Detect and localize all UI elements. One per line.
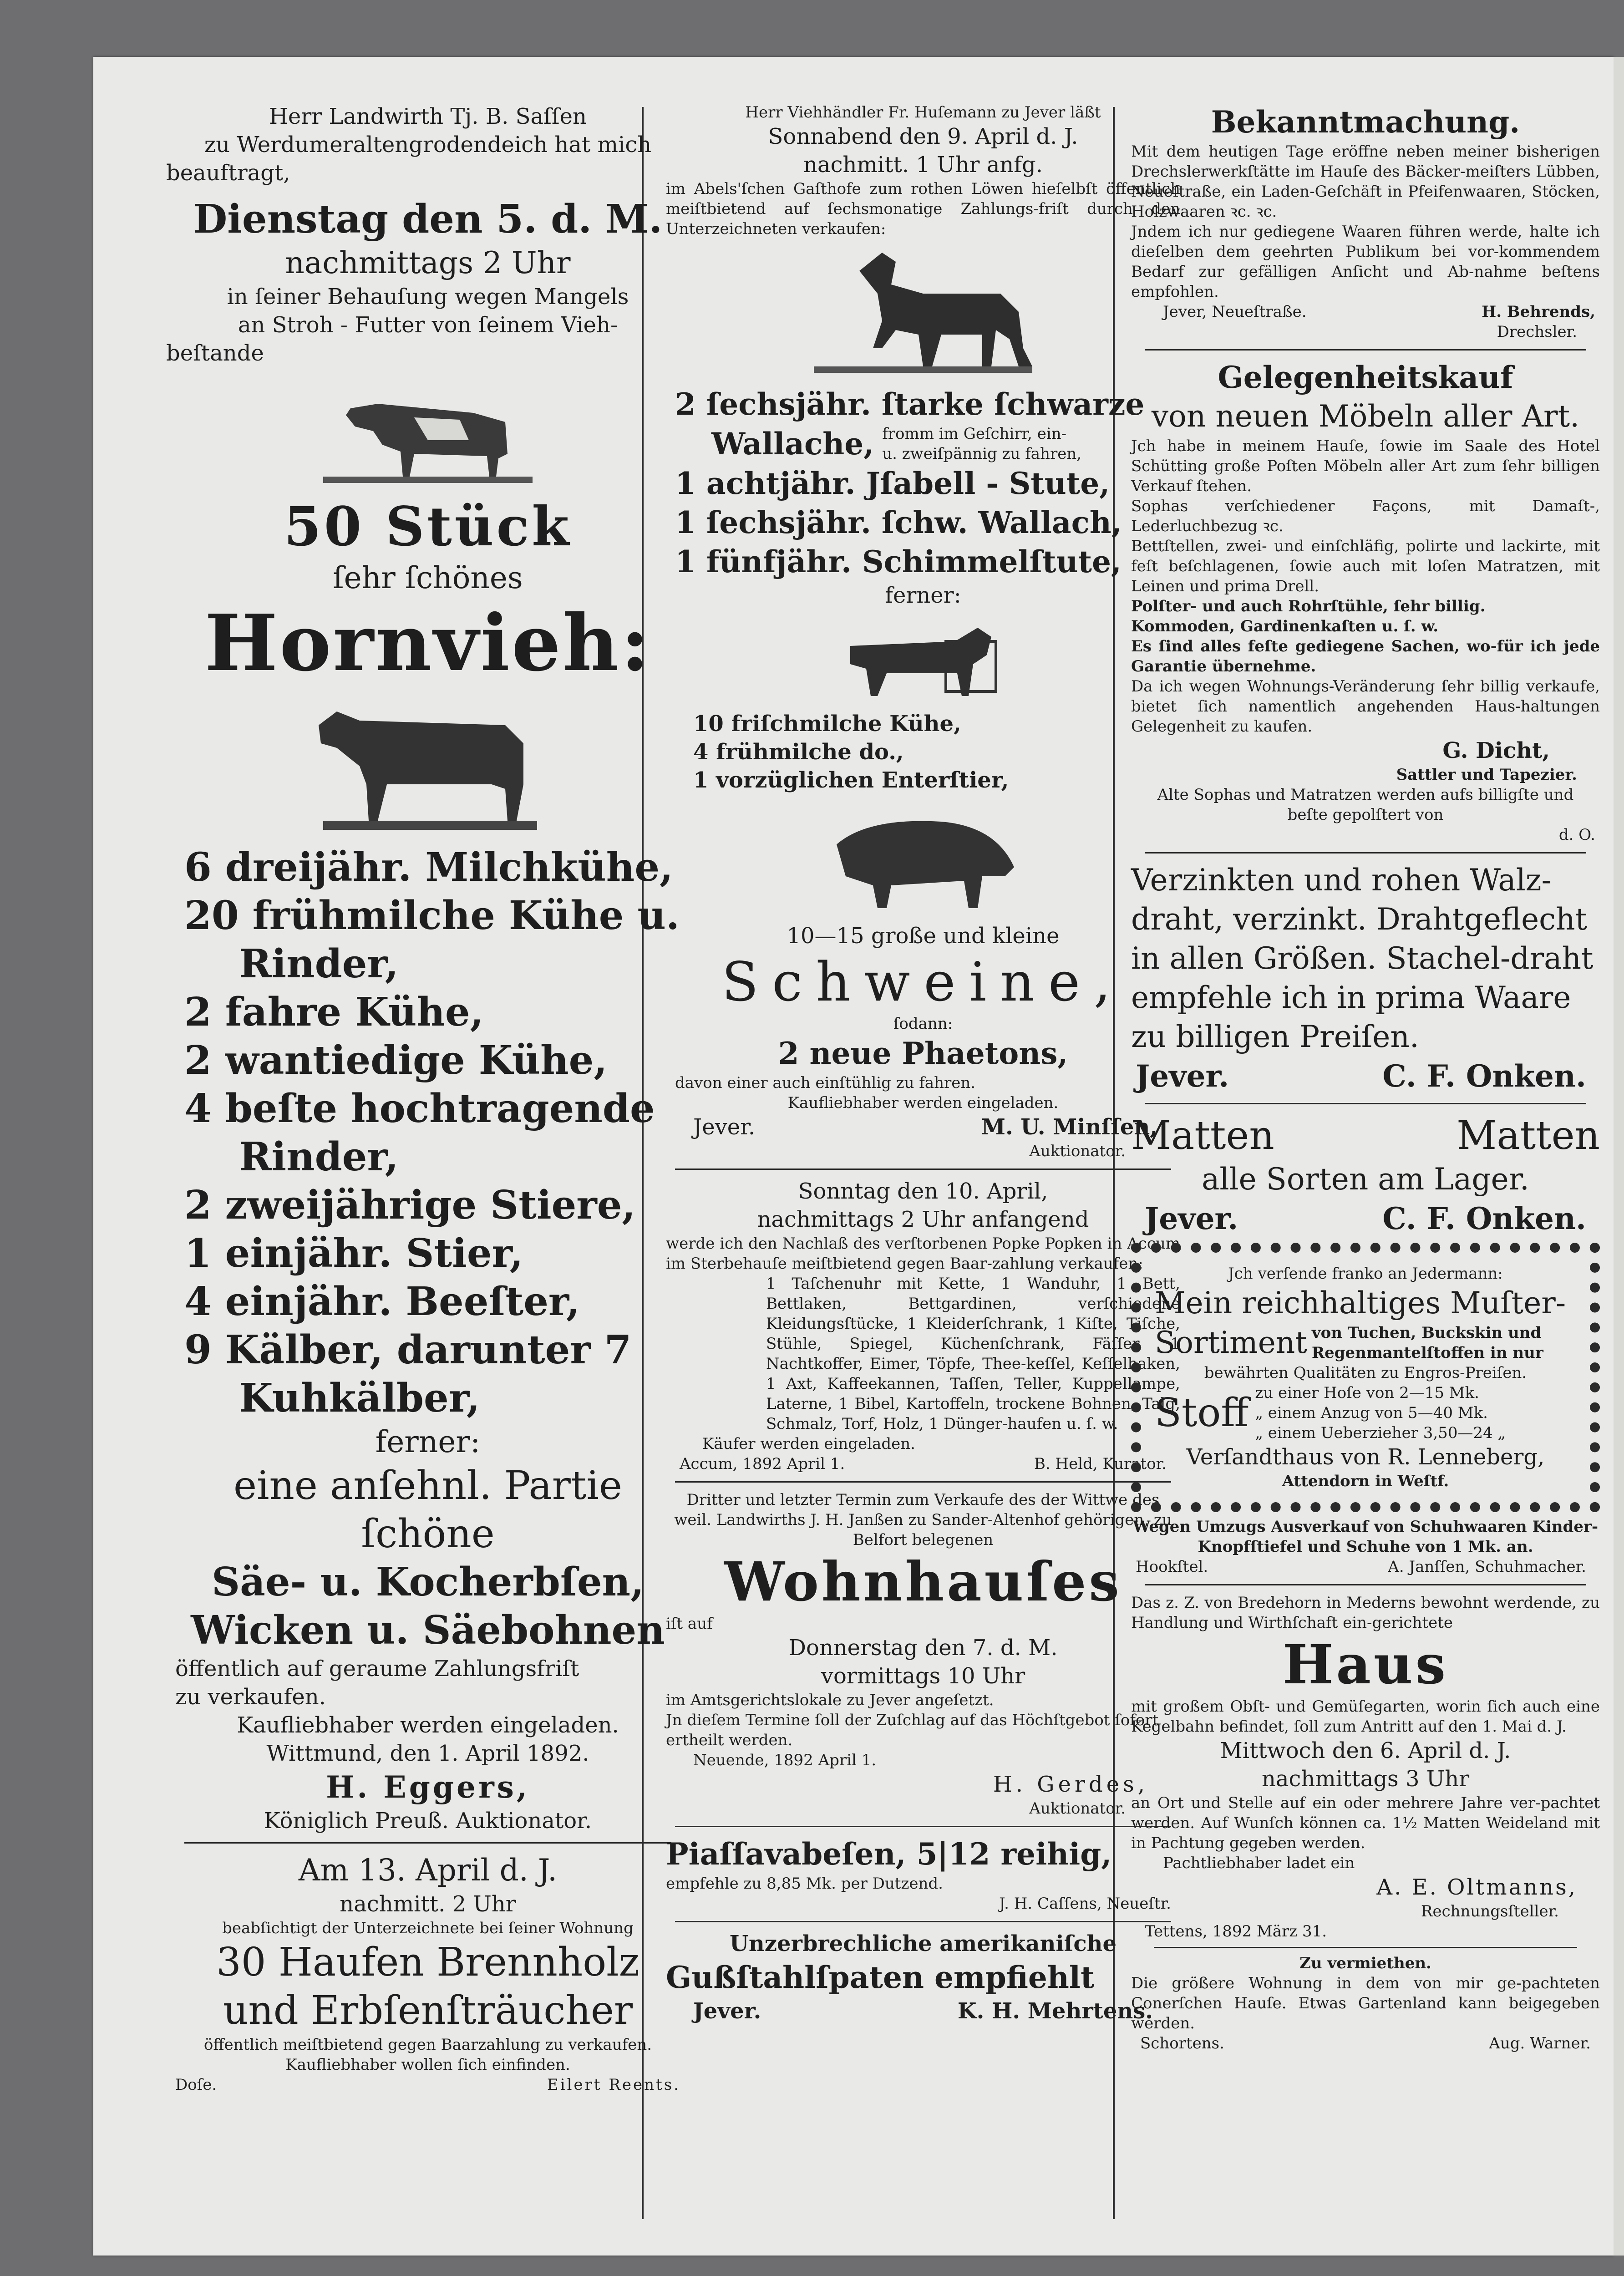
extra-item: eine anſehnl. Partie ſchöne [233,1463,622,1557]
ad-text: empfehle zu 8,85 Mk. per Dutzend. [666,1875,943,1893]
ad-text: Jndem ich nur gediegene Waaren führen werde, halte ich dieſelben dem geehrten Publikum bei vor-kommendem Bedarf zur gefälligen Anſicht und Ab-nahme beſtens empfohlen. [1131,223,1600,301]
price-line: „ einem Anzug von 5—40 Mk. [1255,1404,1488,1422]
column-1 [166,102,690,2233]
pig-prefix: 10—15 große und kleine [787,923,1060,949]
ad-divider [675,1481,1171,1483]
cattle-item: 4 beſte hochtragende [184,1086,655,1132]
ad-text-line: an Stroh - Futter von ſeinem Vieh- [238,312,618,338]
seller-name: Aug. Warner. [1489,2034,1591,2052]
house-headline: Wohnhauſes [724,1550,1122,1613]
ad-headline: Matten [1457,1113,1600,1158]
ad-text: Die größere Wohnung in dem von mir ge-pachteten Conerſchen Hauſe. Etwas Gartenland kann beigegeben werden. [1131,1974,1600,2032]
place-date: Accum, 1892 April 1. [680,1455,845,1473]
pig-illustration-icon [823,799,1023,917]
place: Doſe. [175,2076,217,2094]
seller-name: C. F. Onken. [1382,1201,1586,1236]
auction-time: nachmitt. 2 Uhr [340,1891,516,1917]
newspaper-page [93,57,1614,2256]
cattle-item: 20 frühmilche Kühe u. [184,893,680,939]
place: Jever. [1136,1058,1229,1094]
extra-item: Wicken u. Säebohnen [191,1607,665,1653]
auction-time: vormittags 10 Uhr [821,1663,1025,1689]
ad-text: mit großem Obſt- und Gemüſegarten, worin ſich auch eine Kegelbahn befindet, ſoll zum Antritt auf den 1. Mai d. J. [1131,1697,1600,1736]
seller-name: C. F. Onken. [1382,1058,1586,1094]
horse-note: u. zweiſpännig zu fahren, [882,445,1082,463]
auctioneer-title: Auktionator. [1029,1799,1126,1818]
column-2 [657,102,1189,2233]
ad-text: Jch habe in meinem Hauſe, ſowie im Saale des Hotel Schütting große Poſten Möbeln aller Art zum ſehr billigen Verkauf ſtehen. [1131,437,1600,495]
ad-intro: Herr Viehhändler Fr. Huſemann zu Jever läßt [745,103,1101,122]
ad-divider [675,1921,1171,1922]
horse-illustration-icon [805,244,1041,380]
auctioneer-name: H. Gerdes, [993,1772,1148,1797]
auction-date: Am 13. April d. J. [298,1853,558,1888]
ad-divider [1145,1103,1586,1104]
seller-name: J. H. Caſſens, Neueſtr. [999,1895,1171,1913]
place-date: Neuende, 1892 April 1. [693,1751,877,1769]
ad-divider [1145,349,1586,351]
ad-headline: Sortiment [1155,1325,1307,1360]
seller-name: K. H. Mehrtens. [957,1998,1153,2024]
ad-text: von Tuchen, Buckskin und Regenmantelſtoffen in nur [1311,1324,1543,1362]
ad-headline: Matten [1131,1113,1274,1158]
ad-headline: Haus [1282,1633,1449,1696]
ad-text: im Amtsgerichtslokale zu Jever angeſetzt. [666,1691,994,1709]
cow-illustration-icon [310,693,546,839]
ad-text: Jn dieſem Termine ſoll der Zuſchlag auf das Höchſtgebot ſofort ertheilt werden. [666,1711,1159,1749]
cattle-headline: Hornvieh: [204,598,651,689]
place: Jever, Neueſtraße. [1163,303,1307,321]
house-auction-ad [657,1490,1189,1819]
house-lease-ad [1127,1593,1604,1941]
horse-item: 1 ſechsjähr. ſchw. Wallach, [675,505,1122,540]
cow-item: 1 vorzüglichen Enterſtier, [693,767,1009,793]
seller-title: Drechsler. [1497,323,1577,341]
cattle-auction-ad [166,102,690,1835]
ad-text: alle Sorten am Lager. [1202,1162,1529,1197]
seller-name: A. Janſſen, Schuhmacher. [1388,1558,1586,1576]
terms-line: zu verkaufen. [175,1684,326,1710]
auctioneer-name: H. Eggers, [326,1769,530,1805]
curator-name: B. Held, Kurator. [1034,1455,1167,1473]
cattle-item: 1 einjähr. Stier, [184,1230,523,1276]
wire-ad [1127,861,1604,1096]
bull-illustration-icon [841,614,1005,705]
auction-date: Sonntag den 10. April, [798,1179,1048,1204]
ad-headline: Mein reichhaltiges Muſter- [1155,1285,1566,1321]
announcement-ad [1127,102,1604,342]
horse-item: Wallache, [711,426,874,462]
auction-time: nachmittags 2 Uhr anfangend [757,1207,1089,1232]
ad-text: iſt auf [666,1615,713,1633]
invite-line: Käufer werden eingeladen. [702,1435,915,1453]
place-date: Wittmund, den 1. April 1892. [266,1741,589,1766]
ad-headline: Stoff [1155,1390,1249,1436]
seller-name: Verſandthaus von R. Lenneberg, [1186,1444,1545,1470]
cattle-count: 50 Stück [284,495,572,558]
ad-headline: Gelegenheitskauf [1218,360,1513,395]
place: Jever. [693,1114,756,1140]
auction-date: Donnerstag den 7. d. M. [788,1635,1058,1661]
auctioneer-title: Königlich Preuß. Auktionator. [264,1808,592,1834]
estate-auction-ad [657,1177,1189,1474]
ad-divider [675,1826,1171,1827]
seller-title: Rechnungsſteller. [1421,1902,1559,1920]
cattle-item: 2 zweijährige Stiere, [184,1182,636,1228]
cow-item: 4 frühmilche do., [693,739,904,765]
ad-text: beabſichtigt der Unterzeichnete bei ſeiner Wohnung [222,1919,634,1937]
spade-ad [657,1930,1189,2025]
ad-headline: Piaſſavabeſen, 5|12 reihig, [666,1836,1112,1872]
ad-divider [675,1168,1171,1170]
auction-date: Dienstag den 5. d. M. [193,196,663,242]
seller-title: Sattler und Tapezier. [1396,766,1577,784]
ad-headline: Zu vermiethen. [1299,1954,1431,1972]
ad-headline: von neuen Möbeln aller Art. [1151,399,1580,434]
ad-items: 1 Taſchenuhr mit Kette, 1 Wanduhr, 1 Bett, Bettlaken, Bettgardinen, verſchiedene Kleidungsſtücke, 1 Kleiderſchrank, 1 Kiſte, Tiſche, Stühle, Spiegel, Küchenſchrank, Fäſſer, 1 Nachtkoffer, Eimer, Töpfe, Thee-keſſel, Keſſelhaken, 1 Axt, Kaffeekannen, Taſſen, Teller, Kuppellampe, Laterne, 1 Bibel, Kartoffeln, trockene Bohnen, Talg, Schmalz, Torf, Holz, 1 Dünger-haufen u. ſ. w. [766,1275,1180,1433]
cattle-item: 2 wantiedige Kühe, [184,1037,608,1083]
ad-headline: Unzerbrechliche amerikaniſche [730,1931,1116,1956]
auction-time: nachmittags 3 Uhr [1261,1766,1470,1792]
price-line: „ einem Ueberzieher 3,50—24 „ [1255,1424,1506,1442]
auction-date: Sonnabend den 9. April d. J. [768,124,1078,149]
place: Schortens. [1140,2034,1224,2052]
seller-name: H. Behrends, [1482,303,1595,321]
rental-ad [1127,1953,1604,2053]
ad-text: Da ich wegen Wohnungs-Veränderung ſehr billig verkaufe, bietet ſich namentlich angehenden Haus-haltungen Gelegenheit zu kaufen. [1131,677,1600,736]
ad-text-line: in ſeiner Behauſung wegen Mangels [227,284,629,310]
cattle-sub: ſehr ſchönes [333,560,523,595]
invite-line: Kaufliebhaber werden eingeladen. [237,1712,619,1738]
ad-text: Alte Sophas und Matratzen werden aufs billigſte und beſte gepolſtert von [1157,786,1574,824]
mats-ad [1127,1112,1604,1238]
ad-divider [1154,1947,1577,1948]
seller-name: A. E. Oltmanns, [1376,1875,1577,1900]
invite-line: Kaufliebhaber werden eingeladen. [787,1094,1059,1112]
ad-divider [184,1842,671,1844]
ad-text-line: beſtande [166,340,264,366]
cattle-item: Rinder, [239,941,399,987]
phaeton-note: davon einer auch einſtühlig zu fahren. [675,1074,976,1092]
ferner-label: ferner: [885,583,961,608]
horse-item: 1 fünfjähr. Schimmelſtute, [675,544,1122,579]
column-3 [1127,102,1604,2233]
broom-ad [657,1834,1189,1914]
seller-city: Attendorn in Weſtf. [1282,1472,1449,1490]
auction-time: nachmitt. 1 Uhr anfg. [803,152,1043,178]
auction-time: nachmittags 2 Uhr [285,245,571,280]
place-date: Tettens, 1892 März 31. [1145,1922,1327,1941]
auctioneer-name: M. U. Minſſen, [981,1114,1157,1140]
ad-text: werde ich den Nachlaß des verſtorbenen Popke Popken in Accum im Sterbehauſe meiſtbietend gegen Baar-zahlung verkaufen: [666,1235,1180,1273]
furniture-ad [1127,358,1604,845]
cattle-item: 6 dreijähr. Milchkühe, [184,844,673,890]
ad-text: Sophas verſchiedener Façons, mit Damaſt-, Lederluchbezug ꝛc. [1131,497,1600,535]
horse-auction-ad [657,102,1189,1161]
ad-text: Verzinkten und rohen Walz-draht, verzinkt. Drahtgeflecht in allen Größen. Stachel-draht empfehle ich in prima Waare zu billigen Preiſen. [1131,863,1594,1054]
horse-note: fromm im Geſchirr, ein- [882,425,1067,443]
ad-text: bewährten Qualitäten zu Engros-Preiſen. [1204,1364,1527,1382]
fabric-sample-ad [1131,1243,1600,1512]
cattle-item: Kuhkälber, [239,1375,480,1421]
cattle-item: 2 fahre Kühe, [184,989,484,1035]
ferner-label: ferner: [375,1424,481,1459]
ad-text: Jch verſende franko an Jedermann: [1228,1265,1503,1283]
sodann-label: ſodann: [893,1015,953,1033]
horse-item: 2 ſechsjähr. ſtarke ſchwarze [675,386,1145,422]
ad-text: Es ſind alles feſte gediegene Sachen, wo-für ich jede Garantie übernehme. [1131,637,1600,676]
shoe-sale-ad [1127,1517,1604,1577]
auctioneer-title: Auktionator. [1029,1142,1126,1160]
ad-text: Dritter und letzter Termin zum Verkaufe des der Wittwe des weil. Landwirths J. H. Janßen zu Sander-Altenhof gehörigen, zu Belfort belegenen [674,1491,1172,1549]
next-page-edge [1614,57,1624,2256]
cattle-item: Rinder, [239,1134,399,1180]
seller-name: Eilert Reents. [547,2076,680,2094]
ad-text: im Abels'ſchen Gaſthofe zum rothen Löwen hieſelbſt öffentlich meiſtbietend auf ſechsmonatige Zahlungs-friſt durch den Unterzeichneten verkaufen: [666,180,1180,238]
phaetons-item: 2 neue Phaetons, [778,1036,1068,1071]
ad-headline: Bekanntmachung. [1211,104,1520,140]
horse-item: 1 achtjähr. Jſabell - Stute, [675,466,1110,501]
price-line: zu einer Hoſe von 2—15 Mk. [1255,1384,1479,1402]
seller-name: G. Dicht, [1442,738,1550,763]
place: Jever. [693,1998,761,2024]
pig-headline: Schweine, [721,950,1125,1013]
ad-text: Bettſtellen, zwei- und einſchläfig, polirte und lackirte, mit feſt beſchlagenen, ſowie auch mit loſen Matratzen, mit Leinen und prima Drell. [1131,537,1600,595]
ad-intro-line: beauftragt, [166,160,290,186]
cow-item: 10 friſchmilche Kühe, [693,711,961,737]
auction-date: Mittwoch den 6. April d. J. [1220,1738,1511,1763]
ad-text: Polſter- und auch Rohrſtühle, ſehr billig. [1131,597,1486,615]
invite-line: Kaufliebhaber wollen ſich einfinden. [285,2056,570,2074]
place: Jever. [1145,1201,1238,1236]
ad-text: an Ort und Stelle auf ein oder mehrere Jahre ver-pachtet werden. Auf Wunſch können ca. 1½ Matten Weideland mit in Pachtung gegeben werden. [1131,1794,1600,1852]
ad-item: und Erbſenſträucher [223,1988,633,2033]
ad-text: Kommoden, Gardinenkaſten u. ſ. w. [1131,617,1439,635]
ad-text: Mit dem heutigen Tage eröffne neben meiner bisherigen Drechslerwerkſtätte im Hauſe des Bäcker-meiſters Lübben, Neueſtraße, ein Laden-Geſchäft in Pfeifenwaaren, Stöcken, Holzwaaren ꝛc. ꝛc. [1131,142,1600,221]
ad-intro-line: Herr Landwirth Tj. B. Saſſen [269,104,587,129]
cow-illustration-icon [323,372,533,490]
seller-abbrev: d. O. [1558,826,1595,844]
place: Hookſtel. [1136,1558,1208,1576]
firewood-ad [166,1851,690,2095]
ad-divider [1145,852,1586,854]
ad-intro-line: zu Werdumeraltengrodendeich hat mich [204,132,652,157]
ad-divider [1145,1584,1586,1585]
cattle-item: 4 einjähr. Beeſter, [184,1279,580,1325]
ad-text: Das z. Z. von Bredehorn in Mederns bewohnt werdende, zu Handlung und Wirthſchaft ein-gerichtete [1131,1594,1600,1632]
invite-line: Pachtliebhaber ladet ein [1163,1854,1355,1872]
terms-line: öffentlich auf geraume Zahlungsfriſt [175,1656,579,1682]
cattle-item: 9 Kälber, darunter 7 [184,1327,632,1373]
ad-item: 30 Haufen Brennholz [216,1940,639,1985]
ad-text: öffentlich meiſtbietend gegen Baarzahlung zu verkaufen. [203,2036,652,2054]
ad-headline: Gußſtahlſpaten empfiehlt [666,1960,1095,1995]
extra-item: Säe- u. Kocherbſen, [211,1559,645,1605]
ad-text: Wegen Umzugs Ausverkauf von Schuhwaaren Kinder-Knopfſtiefel und Schuhe von 1 Mk. an. [1132,1518,1599,1556]
